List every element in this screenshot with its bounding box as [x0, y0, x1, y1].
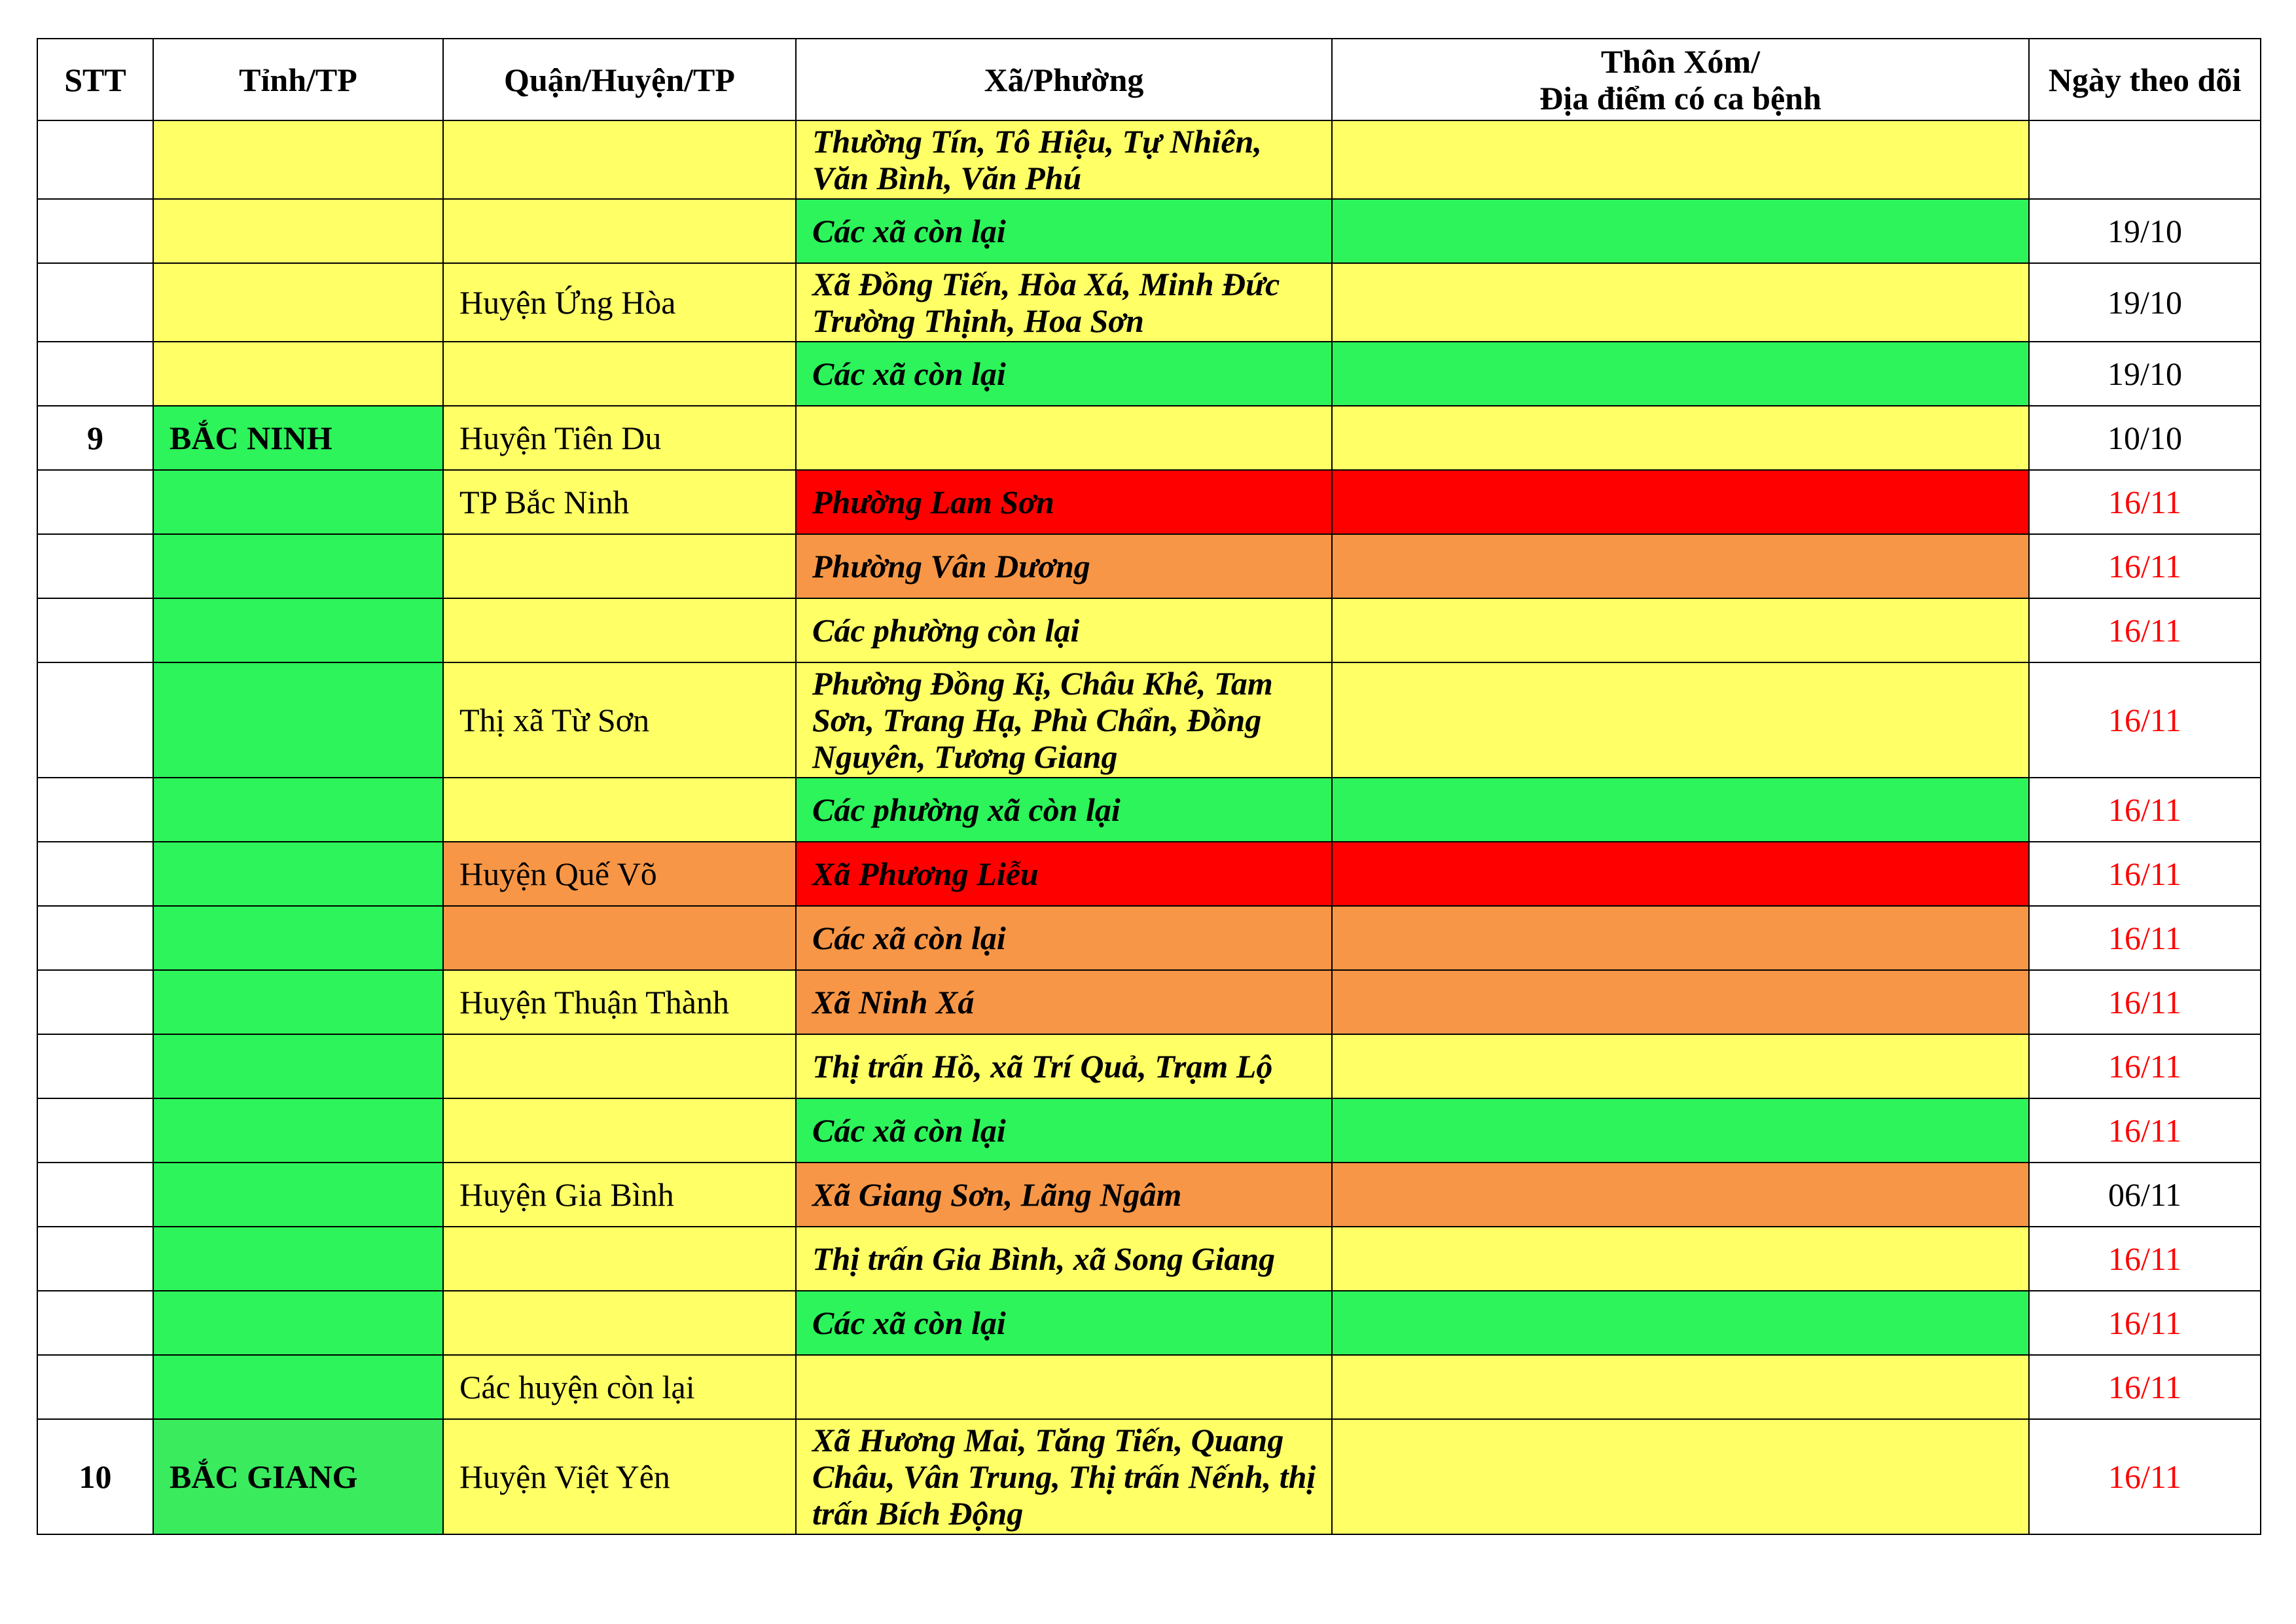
- province-cell: [153, 598, 443, 662]
- commune-cell: [796, 1163, 1332, 1227]
- commune-cell: [796, 1034, 1332, 1098]
- district-cell: Thị xã Từ Sơn: [443, 662, 796, 778]
- date-cell: 16/11: [2029, 470, 2261, 534]
- commune-cell: [796, 1355, 1332, 1419]
- hamlet-cell: [1332, 1163, 2029, 1227]
- date-cell: [2029, 120, 2261, 199]
- stt-cell: [37, 906, 153, 970]
- column-header-date: [2029, 39, 2261, 120]
- commune-line: Xã Hương Mai, Tăng Tiến, Quang: [812, 1422, 1284, 1458]
- commune-cell: [796, 1291, 1332, 1355]
- commune-cell: [796, 1227, 1332, 1291]
- table-header: [37, 39, 2261, 120]
- district-cell: [443, 1034, 796, 1098]
- table-row: [37, 534, 2261, 598]
- table-body: [37, 120, 2261, 1534]
- table-row: [37, 1419, 2261, 1534]
- date-cell: 16/11: [2029, 662, 2261, 778]
- table-row: [37, 199, 2261, 263]
- column-header-label: Quận/Huyện/TP: [504, 61, 735, 98]
- table-row: [37, 470, 2261, 534]
- table-row: [37, 342, 2261, 406]
- commune-line: Các xã còn lại: [812, 1112, 1006, 1149]
- hamlet-cell: [1332, 120, 2029, 199]
- province-cell: [153, 1163, 443, 1227]
- stt-cell: [37, 778, 153, 842]
- district-cell: Huyện Thuận Thành: [443, 970, 796, 1034]
- stt-cell: [37, 1355, 153, 1419]
- hamlet-cell: [1332, 778, 2029, 842]
- commune-cell: [796, 842, 1332, 906]
- commune-line: Văn Bình, Văn Phú: [812, 160, 1082, 196]
- stt-cell: [37, 342, 153, 406]
- column-header-label: Tỉnh/TP: [239, 61, 357, 98]
- hamlet-cell: [1332, 598, 2029, 662]
- stt-cell: [37, 662, 153, 778]
- commune-cell: [796, 120, 1332, 199]
- hamlet-cell: [1332, 534, 2029, 598]
- hamlet-cell: [1332, 470, 2029, 534]
- province-cell: [153, 1355, 443, 1419]
- table-row: [37, 778, 2261, 842]
- stt-cell: [37, 199, 153, 263]
- date-cell: 16/11: [2029, 1419, 2261, 1534]
- district-cell: [443, 534, 796, 598]
- date-cell: 16/11: [2029, 1291, 2261, 1355]
- stt-cell: [37, 970, 153, 1034]
- column-header-hamlet: [1332, 39, 2029, 120]
- date-cell: 16/11: [2029, 1355, 2261, 1419]
- commune-line: Phường Lam Sơn: [812, 484, 1054, 520]
- commune-line: trấn Bích Động: [812, 1495, 1024, 1532]
- table-row: [37, 1291, 2261, 1355]
- commune-cell: [796, 906, 1332, 970]
- zone-tracking-table: [37, 38, 2261, 1535]
- commune-cell: [796, 970, 1332, 1034]
- province-cell: [153, 1034, 443, 1098]
- header-row: [37, 39, 2261, 120]
- table-row: [37, 406, 2261, 470]
- table-row: [37, 970, 2261, 1034]
- commune-cell: [796, 199, 1332, 263]
- commune-cell: [796, 598, 1332, 662]
- hamlet-cell: [1332, 342, 2029, 406]
- commune-line: Các phường xã còn lại: [812, 791, 1121, 828]
- commune-line: Xã Phương Liễu: [812, 856, 1039, 892]
- commune-cell: [796, 1419, 1332, 1534]
- date-cell: 19/10: [2029, 199, 2261, 263]
- hamlet-cell: [1332, 662, 2029, 778]
- stt-cell: [37, 1291, 153, 1355]
- date-cell: 16/11: [2029, 842, 2261, 906]
- table-row: [37, 906, 2261, 970]
- district-cell: Huyện Quế Võ: [443, 842, 796, 906]
- hamlet-cell: [1332, 970, 2029, 1034]
- date-cell: 16/11: [2029, 970, 2261, 1034]
- hamlet-cell: [1332, 199, 2029, 263]
- district-cell: [443, 598, 796, 662]
- column-header-label: STT: [64, 61, 126, 98]
- province-cell: [153, 470, 443, 534]
- hamlet-cell: [1332, 1355, 2029, 1419]
- table-row: [37, 1163, 2261, 1227]
- district-cell: Huyện Ứng Hòa: [443, 263, 796, 342]
- commune-line: Các xã còn lại: [812, 920, 1006, 956]
- table-row: [37, 1098, 2261, 1163]
- column-header-district: [443, 39, 796, 120]
- table-row: [37, 120, 2261, 199]
- date-cell: 16/11: [2029, 1034, 2261, 1098]
- table-row: [37, 1227, 2261, 1291]
- province-cell: [153, 199, 443, 263]
- column-header-province: [153, 39, 443, 120]
- commune-cell: [796, 470, 1332, 534]
- hamlet-cell: [1332, 1291, 2029, 1355]
- province-cell: [153, 1227, 443, 1291]
- commune-cell: [796, 534, 1332, 598]
- column-header-label: Thôn Xóm/: [1600, 43, 1761, 80]
- stt-cell: [37, 1227, 153, 1291]
- stt-cell: [37, 263, 153, 342]
- commune-line: Các xã còn lại: [812, 213, 1006, 249]
- table-row: [37, 1355, 2261, 1419]
- date-cell: 16/11: [2029, 1098, 2261, 1163]
- province-cell: [153, 1098, 443, 1163]
- hamlet-cell: [1332, 406, 2029, 470]
- commune-line: Sơn, Trang Hạ, Phù Chẩn, Đồng: [812, 702, 1262, 738]
- commune-line: Các xã còn lại: [812, 1305, 1006, 1341]
- stt-cell: 9: [37, 406, 153, 470]
- commune-cell: [796, 263, 1332, 342]
- commune-line: Nguyên, Tương Giang: [812, 738, 1118, 775]
- column-header-stt: [37, 39, 153, 120]
- commune-line: Xã Giang Sơn, Lãng Ngâm: [812, 1176, 1182, 1213]
- stt-cell: [37, 1034, 153, 1098]
- province-cell: [153, 342, 443, 406]
- column-header-commune: [796, 39, 1332, 120]
- province-cell: BẮC GIANG: [153, 1419, 443, 1534]
- district-cell: [443, 120, 796, 199]
- table-row: [37, 1034, 2261, 1098]
- province-cell: BẮC NINH: [153, 406, 443, 470]
- commune-line: Phường Đồng Kị, Châu Khê, Tam: [812, 665, 1273, 702]
- hamlet-cell: [1332, 906, 2029, 970]
- commune-cell: [796, 778, 1332, 842]
- stt-cell: [37, 1163, 153, 1227]
- commune-line: Thị trấn Hồ, xã Trí Quả, Trạm Lộ: [812, 1048, 1273, 1085]
- commune-line: Xã Ninh Xá: [812, 984, 975, 1020]
- province-cell: [153, 263, 443, 342]
- district-cell: [443, 1227, 796, 1291]
- date-cell: 10/10: [2029, 406, 2261, 470]
- date-cell: 16/11: [2029, 906, 2261, 970]
- province-cell: [153, 662, 443, 778]
- date-cell: 16/11: [2029, 534, 2261, 598]
- hamlet-cell: [1332, 842, 2029, 906]
- province-cell: [153, 534, 443, 598]
- date-cell: 06/11: [2029, 1163, 2261, 1227]
- hamlet-cell: [1332, 1227, 2029, 1291]
- district-cell: Huyện Gia Bình: [443, 1163, 796, 1227]
- date-cell: 19/10: [2029, 263, 2261, 342]
- commune-line: Thị trấn Gia Bình, xã Song Giang: [812, 1240, 1276, 1277]
- district-cell: Các huyện còn lại: [443, 1355, 796, 1419]
- province-cell: [153, 906, 443, 970]
- stt-cell: [37, 120, 153, 199]
- table-row: [37, 842, 2261, 906]
- commune-cell: [796, 1098, 1332, 1163]
- table-row: [37, 598, 2261, 662]
- district-cell: [443, 342, 796, 406]
- district-cell: [443, 1291, 796, 1355]
- stt-cell: [37, 1098, 153, 1163]
- district-cell: Huyện Tiên Du: [443, 406, 796, 470]
- commune-line: Trường Thịnh, Hoa Sơn: [812, 302, 1144, 339]
- commune-line: Thường Tín, Tô Hiệu, Tự Nhiên,: [812, 123, 1262, 160]
- province-cell: [153, 970, 443, 1034]
- district-cell: [443, 1098, 796, 1163]
- district-cell: [443, 199, 796, 263]
- commune-line: Phường Vân Dương: [812, 548, 1090, 585]
- commune-cell: [796, 342, 1332, 406]
- stt-cell: [37, 842, 153, 906]
- province-cell: [153, 1291, 443, 1355]
- table-row: [37, 662, 2261, 778]
- date-cell: 19/10: [2029, 342, 2261, 406]
- commune-line: Xã Đồng Tiến, Hòa Xá, Minh Đức: [812, 266, 1280, 302]
- province-cell: [153, 778, 443, 842]
- date-cell: 16/11: [2029, 778, 2261, 842]
- hamlet-cell: [1332, 263, 2029, 342]
- stt-cell: [37, 534, 153, 598]
- column-header-label: Địa điểm có ca bệnh: [1539, 79, 1821, 117]
- hamlet-cell: [1332, 1034, 2029, 1098]
- hamlet-cell: [1332, 1098, 2029, 1163]
- table-row: [37, 263, 2261, 342]
- stt-cell: 10: [37, 1419, 153, 1534]
- district-cell: TP Bắc Ninh: [443, 470, 796, 534]
- commune-cell: [796, 662, 1332, 778]
- district-cell: [443, 906, 796, 970]
- stt-cell: [37, 598, 153, 662]
- column-header-label: Xã/Phường: [984, 61, 1144, 98]
- date-cell: 16/11: [2029, 598, 2261, 662]
- date-cell: 16/11: [2029, 1227, 2261, 1291]
- province-cell: [153, 842, 443, 906]
- commune-cell: [796, 406, 1332, 470]
- district-cell: Huyện Việt Yên: [443, 1419, 796, 1534]
- column-header-label: Ngày theo dõi: [2048, 61, 2242, 98]
- hamlet-cell: [1332, 1419, 2029, 1534]
- stt-cell: [37, 470, 153, 534]
- province-cell: [153, 120, 443, 199]
- district-cell: [443, 778, 796, 842]
- commune-line: Các phường còn lại: [812, 612, 1080, 649]
- commune-line: Châu, Vân Trung, Thị trấn Nếnh, thị: [812, 1458, 1316, 1495]
- commune-line: Các xã còn lại: [812, 355, 1006, 392]
